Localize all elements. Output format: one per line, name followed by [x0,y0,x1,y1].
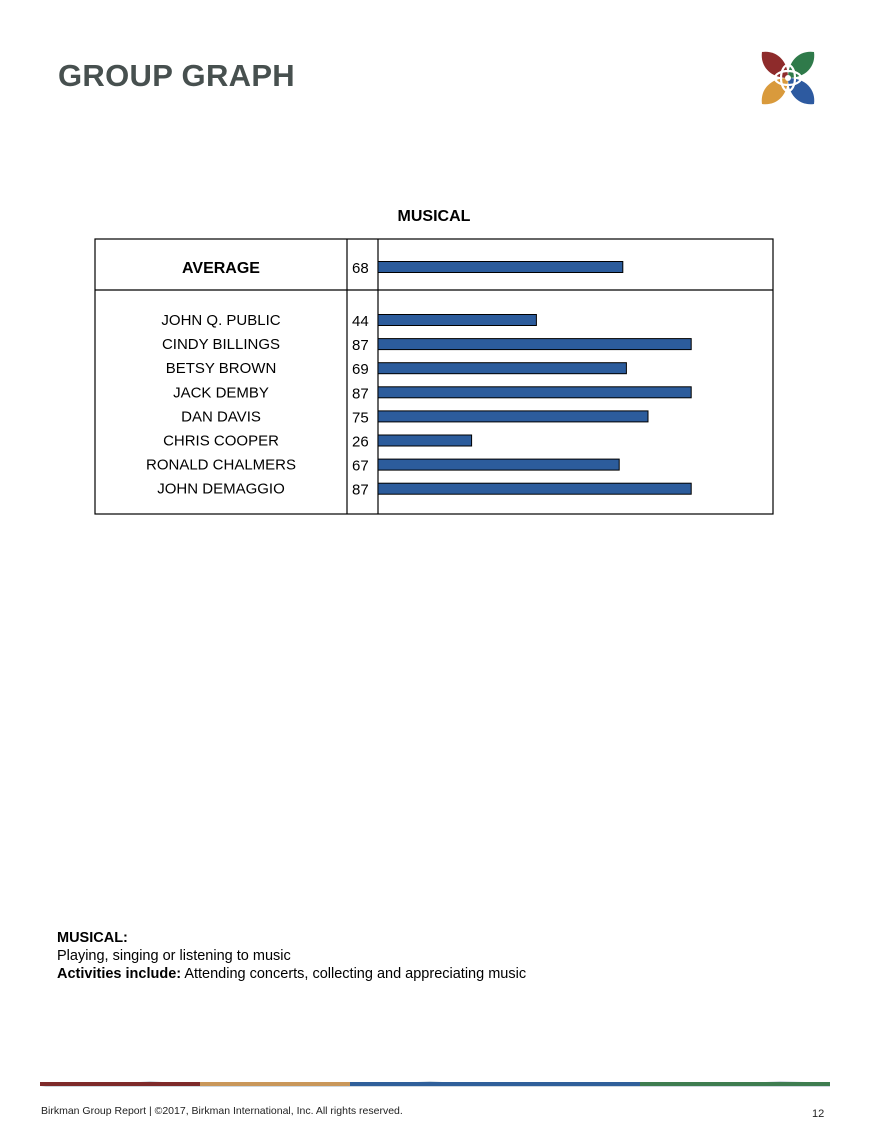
category-label: CINDY BILLINGS [161,336,281,354]
average-value: 68 [352,260,369,277]
average-bar [378,262,623,273]
value-label: 87 [352,481,369,499]
category-label: BETSY BROWN [165,360,277,378]
page-number: 12 [812,1108,825,1120]
value-label: 87 [352,385,369,403]
category-label: RONALD CHALMERS [145,456,297,474]
description-text: Playing, singing or listening to music [57,948,291,964]
average-label: AVERAGE [182,260,260,277]
bar [378,411,648,422]
bar [378,459,619,470]
description-heading: MUSICAL: [57,930,128,946]
bar [378,315,536,326]
value-label: 75 [352,409,369,427]
description-block [57,929,526,983]
description-activities [57,965,526,983]
bar [378,339,691,350]
value-label: 87 [352,337,369,355]
value-label: 26 [352,433,369,451]
value-label: 69 [352,361,369,379]
category-label: DAN DAVIS [181,408,261,426]
category-label: JACK DEMBY [173,384,269,402]
chart-title: MUSICAL [397,208,471,225]
value-label: 67 [352,457,369,475]
footer-copyright: Birkman Group Report | ©2017, Birkman International, Inc. All rights reserved. [41,1105,403,1117]
category-label: CHRIS COOPER [163,432,279,450]
bar [378,435,472,446]
footer-color-band [40,1078,830,1088]
page-title: GROUP GRAPH [58,58,295,93]
bar [378,483,691,494]
category-label: JOHN DEMAGGIO [157,480,285,498]
group-bar-chart [0,0,879,560]
value-label: 44 [352,313,369,330]
activities-label: Activities include: [57,966,182,982]
category-label: JOHN Q. PUBLIC [161,312,281,329]
bar [378,363,626,374]
activities-text: Attending concerts, collecting and appreciating music [181,966,527,982]
bar [378,387,691,398]
